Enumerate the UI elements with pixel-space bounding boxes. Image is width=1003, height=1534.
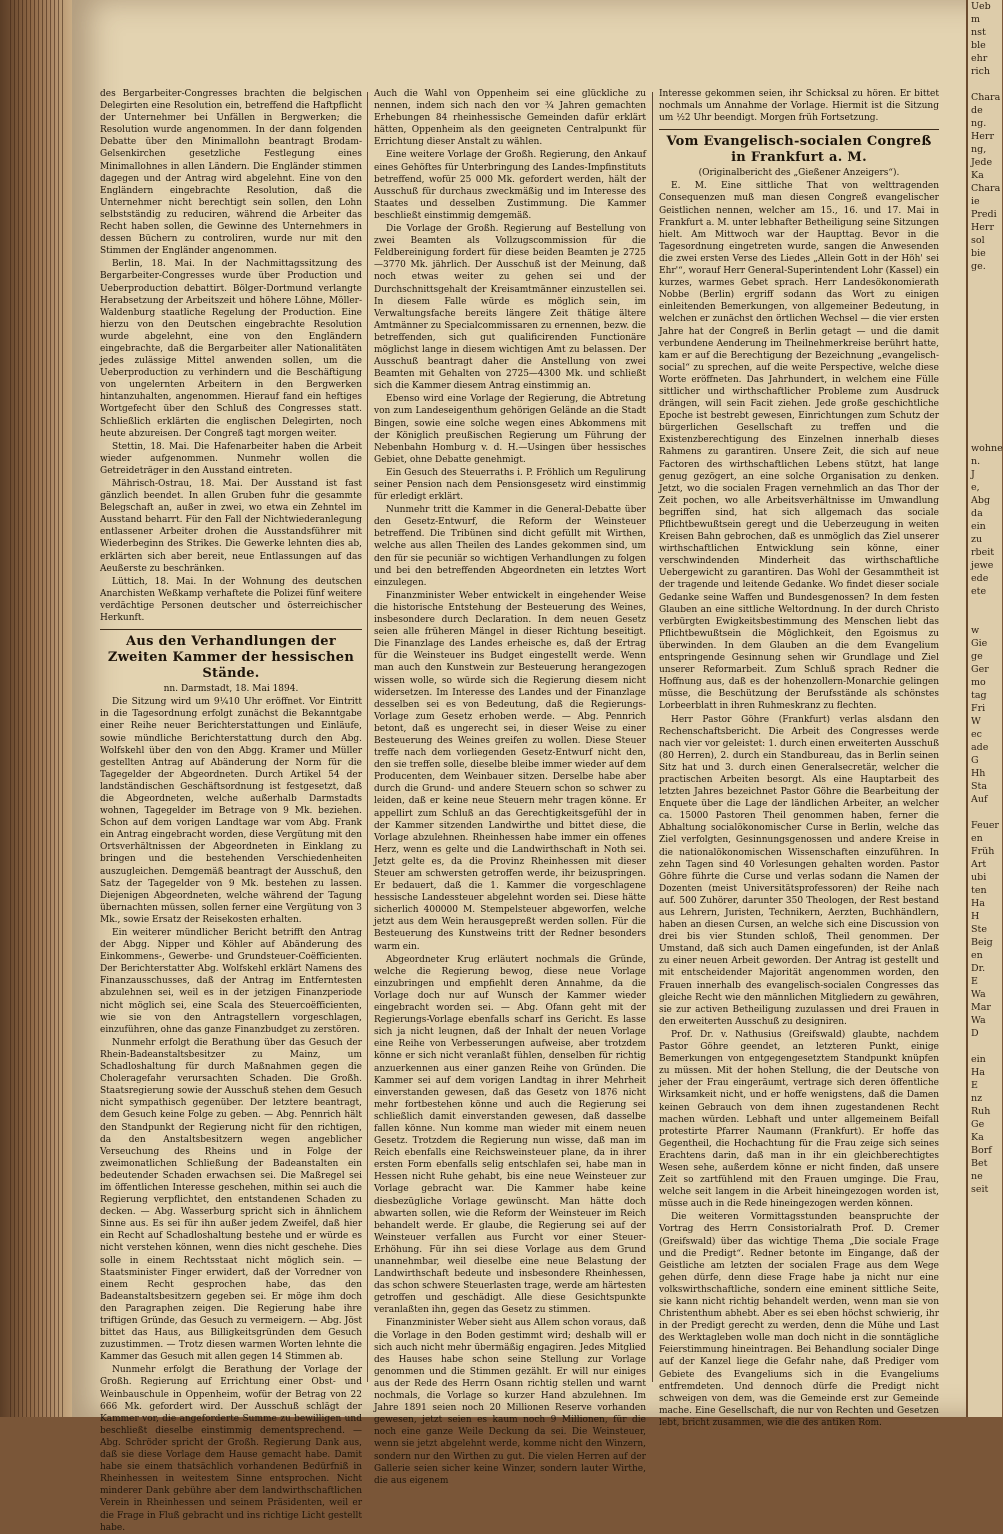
edge-fragment: ten (971, 885, 987, 896)
edge-fragment (968, 598, 1002, 611)
article-text: Nunmehr erfolgt die Berathung der Vorlage der Großh. Regierung auf Errichtung einer Obst- und Weinbauschule in Oppenheim, wofür der Betrag von 22 666 Mk. gefordert wird. Der Ausschuß schlägt der Kammer vor, die angeforderte Summe zu bewilligen und beschließt dieselbe einstimmig dementsprechend. — Abg. Schröder spricht der Großh. Regierung Dank aus, daß sie diese Vorlage dem Hause gemacht habe. Damit habe sie einem thatsächlich vorhandenen Bedürfniß in Rheinhessen in weitestem Sinne entsprochen. Nicht minderer Dank gebühre aber dem landwirthschaftlichen Verein in Rheinhessen und seinem Präsidenten, weil er die Frage in Fluß gebracht und ins richtige Licht gestellt habe. (100, 1365, 362, 1533)
edge-fragment: ein (971, 521, 986, 532)
edge-fragment: Mar (971, 1002, 991, 1013)
edge-fragment: sol (971, 235, 985, 246)
edge-fragment: ng. (971, 118, 987, 129)
byline: (Originalbericht des „Gießener Anzeigers“). (698, 168, 900, 179)
edge-fragment: en (971, 833, 983, 844)
edge-fragment: Ha (971, 1067, 985, 1078)
article-text: des Bergarbeiter-Congresses brachten die belgischen Delegirten eine Resolution ein, betreffend die Haftpflicht der Unternehmer bei Unfällen in Bergwerken; die Resolution wurde angenommen. In der dann folgenden Debatte über den Minimallohn beantragt Brodam-Gelsenkirchen gesetzliche Festlegung eines Minimallohnes in allen Ländern. Die Engländer stimmen dagegen und der Antrag wird abgelehnt. Eine von den Engländern eingebrachte Resolution, daß die Unternehmer nicht berechtigt sein sollen, den Lohn selbstständig zu reduciren, während die Arbeiter das Recht haben sollen, die Gewinne des Unternehmers in dessen Büchern zu controliren, wurde nur mit den Stimmen der Engländer angenommen. (100, 89, 362, 257)
edge-fragment: n. (971, 456, 981, 467)
edge-fragment (968, 78, 1002, 91)
column-rule-2 (652, 92, 653, 1382)
edge-fragment: Wa (971, 1015, 986, 1026)
column-2 (374, 88, 647, 1486)
edge-fragment: Herr (971, 222, 994, 233)
edge-fragment (968, 351, 1002, 364)
edge-fragment: W (971, 716, 981, 727)
edge-fragment: da (971, 508, 983, 519)
edge-fragment (968, 806, 1002, 819)
edge-fragment: ade (971, 742, 989, 753)
article-text: Mährisch-Ostrau, 18. Mai. Der Ausstand ist fast gänzlich beendet. In allen Gruben fuhr die gesammte Belegschaft an, außer in zwei, wo etwa ein Zehntel im Ausstand beharrt. Für den Fall der Nichtwiederanlegung entlassener Arbeiter drohen die Ausstandsführer mit Wiederbeginn des Strikes. Die Gewerke lehnten dies ab, erklärten sich aber bereit, neue Entlassungen auf das Aeußerste zu beschränken. (100, 479, 362, 574)
edge-fragment: bie (971, 248, 986, 259)
edge-fragment: J (971, 469, 975, 480)
article-text: Ein Gesuch des Steuerraths i. P. Fröhlich um Regulirung seiner Pension nach dem Pensionsgesetz wird einstimmig für erledigt erklärt. (374, 467, 646, 503)
edge-fragment: Jede (971, 157, 993, 168)
edge-fragment: ge. (971, 261, 986, 272)
article-text: Ebenso wird eine Vorlage der Regierung, die Abtretung von zum Landeseigenthum gehörigen Gelände an die Stadt Bingen, sowie eine solche wegen eines Abkommens mit der Königlich preußischen Regierung um Führung der Nebenbahn Homburg v. d. H.—Usingen über hessisches Gebiet, ohne Debatte genehmigt. (374, 394, 646, 465)
edge-fragment: Beig (971, 937, 993, 948)
edge-fragment: de (971, 105, 983, 116)
edge-fragment: w (971, 625, 980, 636)
edge-fragment: Art (971, 859, 987, 870)
edge-fragment: Ha (971, 898, 985, 909)
edge-fragment: mo (971, 677, 986, 688)
edge-fragment (968, 611, 1002, 624)
article-text: Prof. Dr. v. Nathusius (Greifswald) glaubte, nachdem Pastor Göhre geendet, an letzteren Punkt, einige Bemerkungen von entgegengesetztem Standpunkt knüpfen zu müssen. Mit der hohen Stellung, die der Deutsche von jeher der Frau eingeräumt, vertrage sich deren öffentliche Wirksamkeit nicht, und er hoffe wenigstens, daß die Damen keinen Gebrauch von dem ihnen zugestandenen Recht machen würden. Lebhaft und unter allgemeinem Beifall protestirte Pfarrer Naumann (Frankfurt). Er hoffe das Gegentheil, die Hochachtung für die Frau zeige sich seines Erachtens darin, daß man in ihr ein gleichberechtigtes Wesen sehe, außerdem könne er nicht finden, daß unsere Zeit so zartfühlend mit den Frauen umginge. Die Frau, welche seit langem in die Arbeit hineingezogen worden ist, müsse auch in die Rede hineingezogen werden können. (659, 1029, 939, 1210)
edge-fragment (968, 377, 1002, 390)
edge-fragment (968, 299, 1002, 312)
edge-fragment: jewe (971, 560, 994, 571)
article-text: Nunmehr tritt die Kammer in die General-Debatte über den Gesetz-Entwurf, die Reform der Weinsteuer betreffend. Die Tribünen sind dicht gefüllt mit Wirthen, welche aus allen Theilen des Landes gekommen sind, um den für sie pecuniär so wichtigen Verhandlungen zu folgen und bei den betreffenden Abgeordneten ein letztes Wort einzulegen. (374, 505, 646, 588)
edge-fragment: Predi (971, 209, 997, 220)
article-text: Finanzminister Weber sieht aus Allem schon voraus, daß die Vorlage in den Boden gestimmt wird; deshalb will er sich auch nicht mehr übermäßig engagiren. Jedes Mitglied des Hauses habe schon seine Stellung zur Vorlage genommen und die Stimmen gezählt. Er will nur einiges aus der Rede des Herrn Osann richtig stellen und warnt nochmals, die Vorlage so kurzer Hand abzulehnen. Im Jahre 1891 seien noch 20 Millionen Reserve vorhanden gewesen, jetzt seien es kaum noch 9 Millionen, für die noch eine ganze Weile Deckung da sei. Die Weinsteuer, wenn sie jetzt abgelehnt werde, komme nicht den Winzern, sondern nur den Wirthen zu gut. Die vielen Herren auf der Gallerie seien sicher keine Winzer, sondern lauter Wirthe, die aus eigenem (374, 1318, 646, 1486)
edge-fragment: E (971, 976, 978, 987)
edge-fragment: nst (971, 27, 986, 38)
edge-fragment: nz (971, 1093, 983, 1104)
edge-fragment: ie (971, 196, 980, 207)
edge-fragment: wohne (971, 443, 1003, 454)
column-3 (659, 88, 940, 1428)
edge-fragment: ec (971, 729, 982, 740)
article-text: Interesse gekommen seien, ihr Schicksal zu hören. Er bittet nochmals um Annahme der Vorlage. Hiermit ist die Sitzung um ½2 Uhr beendigt. Morgen früh Fortsetzung. (659, 89, 939, 124)
article-text: Lüttich, 18. Mai. In der Wohnung des deutschen Anarchisten Weßkamp verhaftete die Polizei fünf weitere verdächtige Personen deutscher und österreichischer Herkunft. (100, 576, 362, 624)
edge-fragment: Bet (971, 1158, 988, 1169)
edge-fragment (968, 312, 1002, 325)
edge-fragment (968, 325, 1002, 338)
edge-fragment: Dr. (971, 963, 986, 974)
section-headline: Aus den Verhandlungen der Zweiten Kammer der hessischen Stände. (107, 634, 355, 682)
article-text: Die Vorlage der Großh. Regierung auf Bestellung von zwei Beamten als Vollzugscommission für die Feldbereinigung fordert für diese beiden Beamten je 2725—3770 Mk. jährlich. Der Ausschuß ist der Meinung, daß noch etwas weiter zu gehen sei und der Durchschnittsgehalt der Kreisamtmänner einzustellen sei. In diesem Falle würde es möglich sein, im Verwaltungsfache bereits längere Zeit thätige ältere Amtmänner zu Specialcommissaren zu ernennen, bezw. die betreffenden, sich gut qualificirenden Functionäre möglichst lange in diesem wichtigen Amt zu belassen. Der Ausschuß beantragt daher die Anstellung von zwei Beamten mit Gehalten von 2725—4300 Mk. und schließt sich die Kammer diesem Antrag einstimmig an. (374, 224, 646, 392)
edge-fragment: ubi (971, 872, 987, 883)
article-text: Eine weitere Vorlage der Großh. Regierung, den Ankauf eines Gehöftes für Unterbringung des Landes-Impfinstituts betreffend, wofür 25 000 Mk. gefordert werden, hält der Ausschuß für durchaus zweckmäßig und im Interesse des Staates und desselben Zustimmung. Die Kammer beschließt einstimmig demgemäß. (374, 150, 646, 221)
edge-fragment: Fri (971, 703, 986, 714)
edge-fragment: rich (971, 66, 991, 77)
edge-fragment: en (971, 950, 983, 961)
article-text: Berlin, 18. Mai. In der Nachmittagssitzung des Bergarbeiter-Congresses wurde über Production und Ueberproduction debattirt. Bölger-Dortmund verlangte Herabsetzung der Arbeitszeit und höhere Löhne, Möller-Waldenburg staatliche Regelung der Production. Eine hierzu von den Deutschen eingebrachte Resolution wurde abgelehnt, eine von den Engländern eingebrachte, daß die Bergarbeiter aller Nationalitäten jedes zulässige Mittel anwenden sollen, um die Ueberproduction zu verhindern und die Beschäftigung von ungelernten Arbeitern in den Bergwerken hintanzuhalten, angenommen. Hierauf fand ein heftiges Wortgefecht über den Schluß des Congresses statt. Schließlich erklärten die englischen Delegirten, noch heute abzureisen. Der Congreß tagt morgen weiter. (100, 259, 362, 439)
edge-fragment: Chara (971, 92, 1001, 103)
edge-fragment: Gie (971, 638, 988, 649)
article-text: Die Sitzung wird um 9¼10 Uhr eröffnet. Vor Eintritt in die Tagesordnung erfolgt zunächst die Bekanntgabe einer Reihe neuer Berichterstattungen und Einläufe, sowie mündliche Berichterstattung durch den Abg. Wolfskehl über den von den Abgg. Kramer und Müller gestellten Antrag auf Abänderung der Norm für die Tagegelder der Abgeordneten. Durch Artikel 54 der landständischen Geschäftsordnung ist festgesetzt, daß die Abgeordneten, welche außerhalb Darmstadts wohnen, Tagegelder im Betrage von 9 Mk. beziehen. Schon auf dem vorigen Landtage war vom Abg. Frank ein Antrag eingebracht worden, diese Vergütung mit den Ortsverhältnissen der Abgeordneten in Einklang zu bringen und die bestehenden Verschiedenheiten auszugleichen. Demgemäß beantragt der Ausschuß, den Satz der Tagegelder von 9 Mk. bestehen zu lassen. Diejenigen Abgeordneten, welche während der Tagung übernachten müssen, sollen ferner eine Vergütung von 3 Mk., sowie Ersatz der Reisekosten erhalten. (100, 697, 362, 925)
edge-fragment: H (971, 911, 980, 922)
edge-fragment: Herr (971, 131, 994, 142)
edge-fragment: Abg (971, 495, 991, 506)
edge-fragment: e, (971, 482, 980, 493)
edge-fragment: G (971, 755, 979, 766)
edge-fragment (968, 403, 1002, 416)
edge-fragment: Ka (971, 1132, 984, 1143)
section-headline: Vom Evangelisch-socialen Congreß in Frankfurt a. M. (666, 134, 932, 166)
edge-fragment: ng, (971, 144, 987, 155)
edge-fragment (968, 1040, 1002, 1053)
article-text: Herr Pastor Göhre (Frankfurt) verlas alsdann den Rechenschaftsbericht. Die Arbeit des Congresses werde nach vier vor geleistet: 1. durch einen erweiterten Ausschuß (80 Herren), 2. durch ein Standbureau, das in Berlin seinen Sitz hat und 3. durch einen Generalsecretär, welcher die practischen Arbeiten besorgt. Als eine Hauptarbeit des letzten Jahres bezeichnet Pastor Göhre die Bearbeitung der Enquete über die Lage der ländlichen Arbeiter, an welcher ca. 15000 Pastoren Theil genommen haben, ferner die Abhaltung socialökonomischer Curse in Berlin, welche das Ziel verfolgten, Gesinnungsgenossen und andere Kreise in die nationalökonomischen Wissenschaften einzuführen. In zehn Tagen sind 40 Vorlesungen gehalten worden. Pastor Göhre führte die Curse und verlas sodann die Namen der Dozenten (meist Universitätsprofessoren) der Reihe nach auf. 500 Zuhörer, darunter 350 Theologen, der Rest bestand aus Lehrern, Juristen, Technikern, Aerzten, Buchhändlern, haben an diesen Cursen, an welche sich eine Discussion von drei bis vier Stunden schloß, Theil genommen. Der Umstand, daß sich auch Damen eingefunden, ist der Anlaß zu einer neuen Arbeit geworden. Der Antrag ist gestellt und mit entscheidender Majorität angenommen worden, den Frauen innerhalb des evangelisch-socialen Congresses das gleiche Recht wie den männlichen Mitgliedern zu gewähren, sie zur activen Betheiligung zuzulassen und drei Frauen in den erweiterten Ausschuß zu designiren. (659, 714, 939, 1027)
page-edges (10, 0, 65, 1417)
article-text: Stettin, 18. Mai. Die Hafenarbeiter haben die Arbeit wieder aufgenommen. Nunmehr wollen die Getreideträger in den Ausstand eintreten. (100, 441, 362, 476)
edge-fragment: ede (971, 573, 989, 584)
edge-fragment: ne (971, 1171, 983, 1182)
edge-fragment: D (971, 1028, 979, 1039)
edge-fragment: tag (971, 690, 987, 701)
edge-fragment: ge (971, 651, 983, 662)
edge-fragment (968, 416, 1002, 429)
edge-fragment: Ger (971, 664, 989, 675)
edge-fragment (968, 429, 1002, 442)
edge-fragment: rbeit (971, 547, 995, 558)
edge-fragment: Feuer (971, 820, 999, 831)
adjacent-page-edge (966, 0, 1002, 1417)
edge-fragment (968, 390, 1002, 403)
edge-fragment: E (971, 1080, 978, 1091)
edge-fragment: Borf (971, 1145, 992, 1156)
dateline: nn. Darmstadt, 18. Mai 1894. (163, 684, 299, 695)
edge-fragment (968, 273, 1002, 286)
article-text: Finanzminister Weber entwickelt in eingehender Weise die historische Entstehung der Besteuerung des Weines, insbesondere durch Declaration. In dem neuen Gesetz seien alle früheren Mängel in dieser Richtung beseitigt. Die Finanzlage des Landes erheische es, daß der Ertrag für die Weinsteuer ins Budget eingestellt werde. Wenn man auch den Kunstwein zur Besteuerung herangezogen wissen wolle, so würde sich die Regierung diesem nicht widersetzen. Im Interesse des Landes und der Finanzlage desselben sei es von Bedeutung, daß die Regierungs-Vorlage zum Gesetz erhoben werde. — Abg. Pennrich betont, daß es ungerecht sei, in dieser Weise zu einer Besteuerung des Weines greifen zu wollen. Diese Steuer treffe nach dem vorliegenden Gesetz-Entwurf nicht den, den sie treffen solle, dieselbe bleibe immer wieder auf dem Producenten, dem Weinbauer sitzen. Derselbe habe aber durch die Grund- und andere Steuern schon so schwer zu leiden, daß er keine neue Steuern mehr tragen könne. Er appellirt zum Schluß an das Gerechtigkeitsgefühl der in der Kammer sitzenden Landwirthe und bittet diese, die Vorlage abzulehnen. Rheinhessen habe immer ein offenes Herz, wenn es gelte und die Landwirthschaft in Noth sei. Jetzt gelte es, da die Provinz Rheinhessen mit dieser Steuer am schwersten getroffen werde, ihr beizuspringen. Er bedauert, daß die 1. Kammer die vorgeschlagene hessische Landessteuer abgelehnt worden sei. Diese hätte sicherlich 400000 M. Stempelsteuer abgeworfen, welche jetzt aus dem Wein herausgepreßt werden sollen. Für die Besteuerung des Kunstweins tritt der Redner besonders warm ein. (374, 590, 646, 952)
edge-fragment: Ruh (971, 1106, 991, 1117)
section-divider (100, 629, 362, 630)
edge-fragment: Ueb (971, 1, 991, 12)
article-text: Die weiteren Vormittagsstunden beanspruchte der Vortrag des Herrn Consistorialrath Prof. D. Cremer (Greifswald) über das wichtige Thema „Die sociale Frage und die Predigt“. Redner betonte im Eingange, daß der Geistliche am letzten der socialen Frage aus dem Wege gehen dürfe, denn diese Frage habe ja nicht nur eine volkswirthschaftliche, sondern eine eminent sittliche Seite, sie kann nicht richtig behandelt werden, wenn man sie von Christenthum abhebt. Aber es sei eben höchst schwierig, ihr in der Predigt gerecht zu werden, denn die Mühe und Last des Werktagleben wolle man doch nicht in die sonntägliche Feierstimmung hineintragen. Bei Behandlung socialer Dinge auf der Kanzel liege die Gefahr nahe, daß Prediger vom Gebiete des Evangeliums sich in die Evangeliums entfremdeten. Und dennoch dürfe die Predigt nicht schweigen von dem, was die Gemeinde erst zur Gemeinde mache. Eine Gesellschaft, die nur von Rechten und Gesetzen lebt, bricht zusammen, wie die des antiken Rom. (659, 1212, 939, 1428)
edge-fragment: ete (971, 586, 987, 597)
edge-fragment (968, 338, 1002, 351)
edge-fragment: m (971, 14, 981, 25)
article-text: E. M. Eine sittliche That von welttragenden Consequenzen muß man diesen Congreß evangelischer Geistlichen nennen, welcher am 15., 16. und 17. Mai in Frankfurt a. M. unter lebhafter Betheiligung seine Sitzungen hielt. Am Mittwoch war der Haupttag. Bevor in die Tagesordnung eingetreten wurde, sangen die Anwesenden die zwei ersten Verse des Liedes „Allein Gott in der Höh' sei Ehr'“, worauf Herr General-Superintendent Lohr (Kassel) ein kurzes, warmes Gebet sprach. Herr Landesökonomierath Nobbe (Berlin) ergriff sodann das Wort zu einigen einleitenden Bemerkungen, von allgemeiner Bedeutung, in welchen er zunächst den örtlichen Wechsel — die vier ersten Jahre hat der Congreß in Berlin getagt — und die damit verbundene Aenderung im Theilnehmerkreise berührt hatte, kam er auf die Berechtigung der Bezeichnung „evangelisch-social“ zu sprechen, auf die weite Perspective, welche diese Worte eröffneten. Das Jahrhundert, in welchem eine Fülle sittlicher und wirthschaftlicher Probleme zum Ausdruck drängen, will sein Facit ziehen. Jede große geschichtliche Epoche ist bestrebt gewesen, Einrichtungen zum Schutz der bürgerlichen Gesellschaft zu treffen und die Existenzberechtigung des Einzelnen innerhalb dieses Rahmens zu garantiren. Unsere Zeit, die sich auf neue Factoren des wirthschaftlichen Lebens stützt, hat lange genug gezögert, an eine solche Organisation zu denken. Jetzt, wo die socialen Fragen vernehmlich an das Thor der Zeit pochen, wo alle Arbeitsverhältnisse im Umwandlung begriffen sind, hat sich allgemach das sociale Pflichtbewußtsein geregt und die Ueberzeugung in weiten Kreisen Bahn gebrochen, daß es unmöglich das Ziel unserer wirthschaftlichen Entwicklung sein könne, einer verschwindenden Minderheit das wirthschaftliche Uebergewicht zu garantiren. Das Wohl der Gesammtheit ist der tragende und leitende Gedanke. Wo findet dieser sociale Gedanke seine Waffen und Bundesgenossen? In dem festen Glauben an eine sittliche Weltordnung. In der durch Christo verbürgten Ewigkeitsbestimmung des Menschen liebt das Pflichtbewußtsein die Möglichkeit, den Egoismus zu überwinden. In dem Glauben an die dem Evangelium entspringende Gesinnung sehen wir Grundlage und Ziel unserer Reformarbeit. Zum Schluß sprach Redner die Hoffnung aus, daß es der hohenzollern-Monarchie gelingen müsse, die Beschützung der Berufsstände als schönstes Lorbeerblatt in ihren Ruhmeskranz zu flechten. (659, 181, 940, 712)
article-text: Nunmehr erfolgt die Berathung über das Gesuch der Rhein-Badeanstaltsbesitzer zu Mainz, um Schadloshaltung für durch Maßnahmen gegen die Choleragefahr verursachten Schaden. Die Großh. Staatsregierung sowie der Ausschuß stehen dem Gesuch nicht sympathisch gegenüber. Der letztere beantragt, dem Gesuch keine Folge zu geben. — Abg. Pennrich hält den Standpunkt der Regierung nicht für den richtigen, da den Anstaltsbesitzern wegen angeblicher Verseuchung des Rheins und in Folge der zweimonatlichen Schließung der Badeanstalten ein bedeutender Schaden erwachsen sei. Die Maßregel sei im öffentlichen Interesse geschehen, mithin sei auch die Regierung verpflichtet, den entstandenen Schaden zu decken. — Abg. Wasserburg spricht sich in ähnlichem Sinne aus. Es sei für ihn außer jedem Zweifel, daß hier ein Recht auf Schadloshaltung bestehe und er würde es nicht verstehen können, wenn dies nicht geschehe. Dies solle in einem Rechtsstaat nicht möglich sein. — Staatsminister Finger erwidert, daß der Vorredner von einem Recht gesprochen habe, das den Badeanstaltsbesitzern gegeben sei. Er möge ihm doch den Paragraphen zeigen. Die Regierung habe ihre triftigen Gründe, das Gesuch zu vermeigern. — Abg. Jöst bittet das Haus, aus Billigkeitsgründen dem Gesuch zuzustimmen. — Trotz diesen warmen Worten lehnte die Kammer das Gesuch mit allen gegen 14 Stimmen ab. (100, 1037, 362, 1363)
edge-fragment: Ka (971, 170, 984, 181)
edge-fragment: Hh (971, 768, 986, 779)
section-divider (659, 129, 939, 130)
article-text: Auch die Wahl von Oppenheim sei eine glückliche zu nennen, indem sich nach den vor ¾ Jahren gemachten Erhebungen 84 rheinhessische Gemeinden dafür erklärt hätten, Oppenheim als den geeigneten Centralpunkt für Errichtung dieser Anstalt zu wählen. (374, 89, 646, 148)
edge-fragment (968, 286, 1002, 299)
edge-fragment: Früh (971, 846, 995, 857)
edge-fragment: Wa (971, 989, 986, 1000)
edge-fragment: Auf (971, 794, 988, 805)
article-text: Ein weiterer mündlicher Bericht betrifft den Antrag der Abgg. Nipper und Köhler auf Abänderung des Einkommens-, Gewerbe- und Grundsteuer-Coëfficienten. Der Berichterstatter Abg. Wolfskehl erklärt Namens des Finanzausschusses, daß der Antrag im Entferntesten abzulehnen sei, weil es in der jetzigen Finanzperiode nicht möglich sei, eine Scala des Steuercoëfficienten, wie sie von den Antragstellern vorgeschlagen, einzuführen, ohne das ganze Finanzbudget zu zerstören. (100, 928, 362, 1035)
edge-fragment: Chara (971, 183, 1001, 194)
edge-fragment: ein (971, 1054, 986, 1065)
edge-fragment: seit (971, 1184, 989, 1195)
column-rule-1 (367, 92, 368, 1382)
edge-fragment: Ste (971, 924, 987, 935)
column-1 (100, 88, 362, 1533)
edge-fragment: ehr (971, 53, 988, 64)
edge-fragment: Sta (971, 781, 987, 792)
book-binding (0, 0, 72, 1417)
article-text: Abgeordneter Krug erläutert nochmals die Gründe, welche die Regierung bewog, diese neue Vorlage einzubringen und empfiehlt deren Annahme, da die Vorlage doch nur auf Wunsch der Kammer wieder eingebracht worden sei. — Abg. Ofann geht mit der Regierungs-Vorlage ebenfalls scharf ins Gericht. Es lasse sich ja nicht leugnen, daß der Inhalt der neuen Vorlage eine Reihe von Verbesserungen aufweise, aber trotzdem könne er sich nicht veranlaßt fühlen, denselben für richtig anzuerkennen aus einer ganzen Reihe von Gründen. Die Kammer sei auf dem vorigen Landtag in ihrer Mehrheit einverstanden gewesen, daß das Gesetz von 1876 nicht mehr fortbestehen könne und auch die Regierung sei schließlich damit einverstanden gewesen, daß dasselbe fallen könne. Nun komme man wieder mit einem neuen Gesetz. Trotzdem die Regierung nun wisse, daß man im Reich ebenfalls eine Reichsweinsteuer plane, da in ihrer ersten Form ebenfalls selig entschlafen sei, habe man in Hessen nicht Ruhe gehabt, bis eine neue Weinsteuer zur Vorlage gebracht war. Die Kammer habe keine diesbezügliche Vorlage gewünscht. Man hätte doch abwarten sollen, wie die Reform der Weinsteuer im Reich behandelt werde. Er glaube, die Regierung sei auf der Weinsteuer verfallen aus Furcht vor einer Steuer-Erhöhung. Für ihn sei diese Vorlage aus dem Grund unannehmbar, weil dieselbe eine neue Belastung der Landwirthschaft bedeute und insbesondere Rheinhessen, das schon schwere Steuerlasten trage, werde am härtesten getroffen und geschädigt. Alle diese Gesichtspunkte veranlaßten ihn, gegen das Gesetz zu stimmen. (374, 954, 647, 1316)
edge-fragment: Ge (971, 1119, 985, 1130)
edge-fragment (968, 364, 1002, 377)
edge-fragment: zu (971, 534, 983, 545)
edge-fragment: ble (971, 40, 986, 51)
